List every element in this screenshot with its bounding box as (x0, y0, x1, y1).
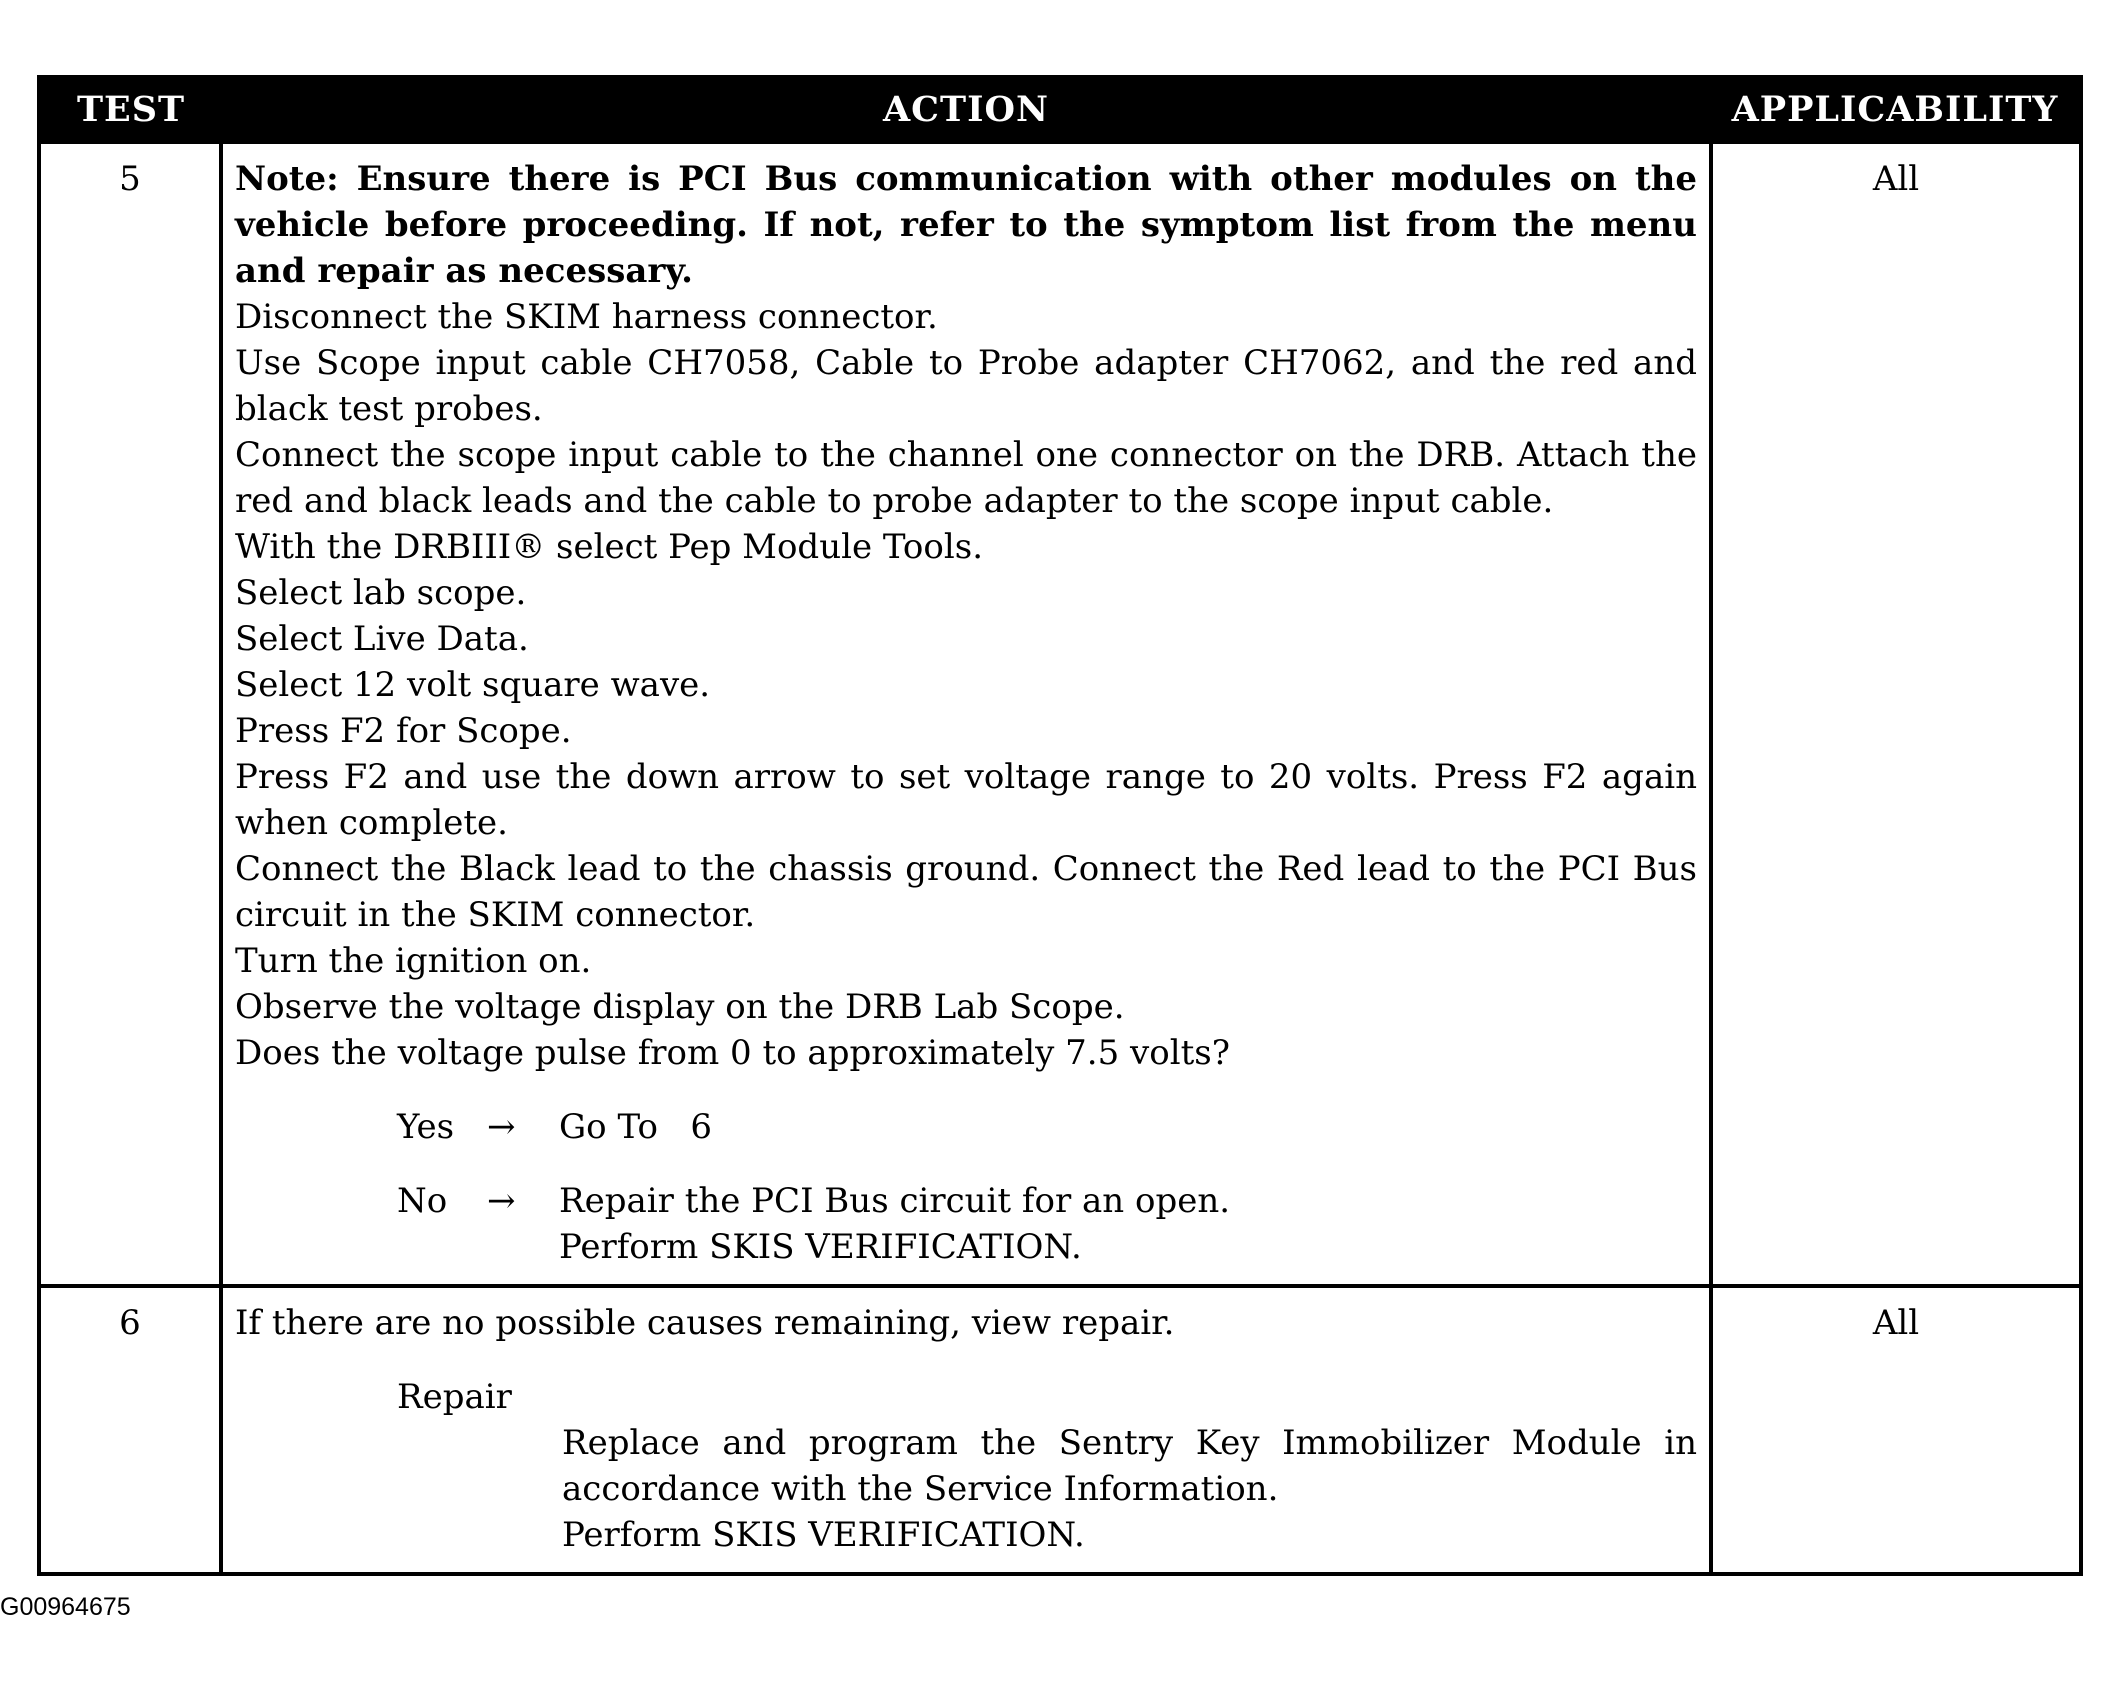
step: Select Live Data. (235, 619, 529, 659)
test-number: 6 (39, 1286, 221, 1574)
yes-label: Yes (397, 1107, 455, 1147)
step: Connect the Black lead to the chassis ground. Connect the Red lead to the PCI Bus circuit in the SKIM connector. (235, 849, 1697, 935)
step: Turn the ignition on. (235, 941, 592, 981)
step: Press F2 for Scope. (235, 711, 572, 751)
diagnostic-table (37, 75, 2083, 1576)
note-text: Note: Ensure there is PCI Bus communication with other modules on the vehicle before proceeding. If not, refer to the symptom list from the menu and repair as necessary. (235, 159, 1697, 291)
no-label: No (397, 1181, 448, 1221)
test-number: 5 (39, 142, 221, 1286)
action-cell (221, 1286, 1711, 1574)
applicability-value: All (1711, 1286, 2081, 1574)
header-applicability: APPLICABILITY (1711, 77, 2081, 142)
repair-label: Repair (397, 1377, 512, 1417)
step: Press F2 and use the down arrow to set voltage range to 20 volts. Press F2 again when complete. (235, 757, 1697, 843)
repair-line: Replace and program the Sentry Key Immobilizer Module in accordance with the Service Information. (562, 1423, 1697, 1509)
no-result (559, 1178, 1697, 1270)
header-test: TEST (39, 77, 221, 142)
arrow-icon: → (487, 1107, 516, 1147)
step: Disconnect the SKIM harness connector. (235, 297, 938, 337)
applicability-value: All (1711, 142, 2081, 1286)
step: Select lab scope. (235, 573, 527, 613)
figure-id: G00964675 (0, 1593, 131, 1621)
repair-instructions (562, 1420, 1697, 1558)
question-text: If there are no possible causes remaining, view repair. (235, 1303, 1175, 1343)
repair-line: Perform SKIS VERIFICATION. (562, 1515, 1085, 1555)
table-row-test-5 (39, 142, 2081, 1286)
repair-block (397, 1374, 1697, 1558)
step: Does the voltage pulse from 0 to approximately 7.5 volts? (235, 1033, 1230, 1073)
yes-branch (397, 1104, 1697, 1150)
header-row (39, 77, 2081, 142)
step: Use Scope input cable CH7058, Cable to Probe adapter CH7062, and the red and black test probes. (235, 343, 1697, 429)
no-branch (397, 1178, 1697, 1270)
no-result-line: Repair the PCI Bus circuit for an open. (559, 1181, 1231, 1221)
no-result-line: Perform SKIS VERIFICATION. (559, 1227, 1082, 1267)
table-row-test-6 (39, 1286, 2081, 1574)
step: Select 12 volt square wave. (235, 665, 711, 705)
step: Observe the voltage display on the DRB Lab Scope. (235, 987, 1125, 1027)
step: With the DRBIII® select Pep Module Tools. (235, 527, 983, 567)
yes-result: Go To 6 (559, 1107, 712, 1147)
arrow-icon: → (487, 1181, 516, 1221)
step: Connect the scope input cable to the channel one connector on the DRB. Attach the red and black leads and the cable to probe adapter to the scope input cable. (235, 435, 1697, 521)
header-action: ACTION (221, 77, 1711, 142)
action-cell (221, 142, 1711, 1286)
